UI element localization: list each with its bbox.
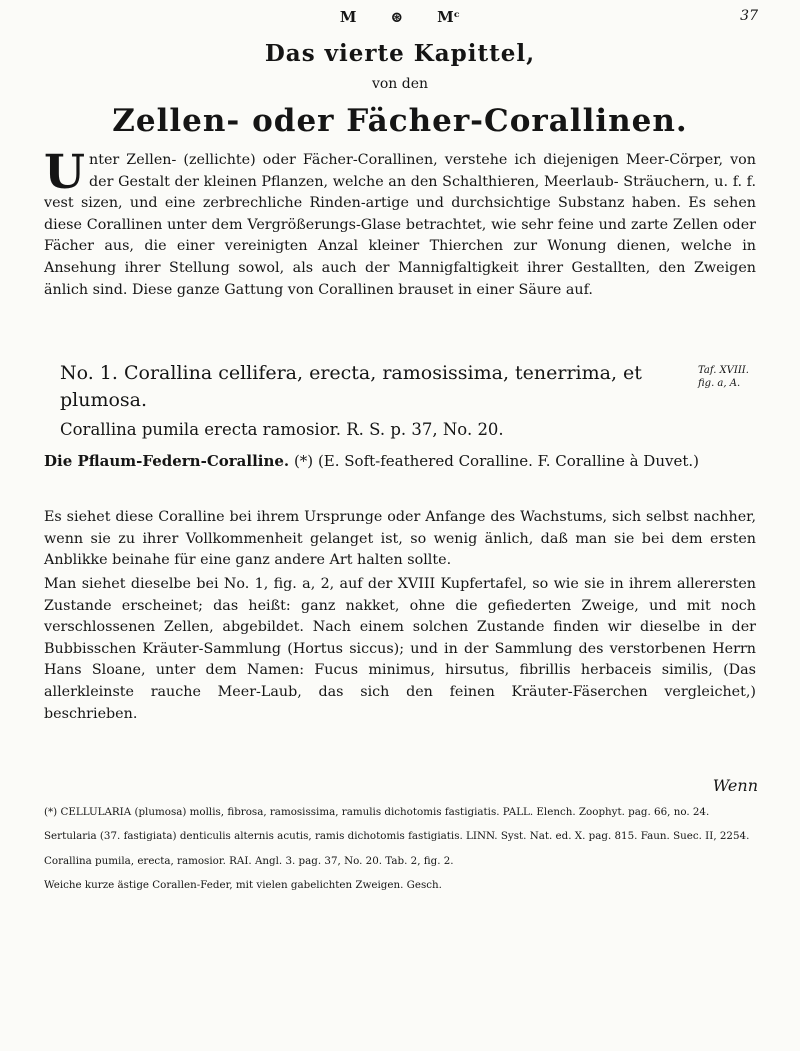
intro-paragraph bbox=[44, 145, 756, 301]
footnote-2: Sertularia (37. fastigiata) denticulis alternis acutis, ramis dichotomis fastigiatis. LINN. Syst. Nat. ed. X. pag. 815. Faun. Suec. II, 2254. bbox=[44, 830, 750, 843]
synonym-line: Corallina pumila erecta ramosior. R. S. p. 37, No. 20. bbox=[60, 420, 504, 439]
plate-reference bbox=[698, 364, 784, 390]
chapter-subtitle: von den bbox=[371, 76, 429, 92]
figure-number: fig. a, A. bbox=[698, 378, 741, 389]
paragraph-2: Es siehet diese Coralline bei ihrem Ursprunge oder Anfange des Wachstums, sich selbst nachher, wenn sie zu ihrer Vollkommenheit gelanget ist, so wenig änlich, daß man sie bei dem ersten Anblikke beinahe für eine ganz andere Art halten sollte. bbox=[44, 509, 756, 569]
footnote-1: (*) CELLULARIA (plumosa) mollis, fibrosa, ramosissima, ramulis dichotomis fastigiatis. PALL. Elench. Zoophyt. pag. 66, no. 24. bbox=[44, 806, 710, 818]
header-ornaments bbox=[0, 8, 800, 26]
chapter-title: Das vierte Kapittel, bbox=[264, 40, 536, 67]
foreign-names: (E. Soft-feathered Coralline. F. Coralline à Duvet.) bbox=[317, 452, 699, 470]
drop-cap: U bbox=[44, 145, 85, 200]
ornament-center: ⊛ bbox=[390, 8, 404, 26]
section-title: Zellen- oder Fächer-Corallinen. bbox=[112, 103, 688, 139]
footnote-3: Corallina pumila, erecta, ramosior. RAI. Angl. 3. pag. 37, No. 20. Tab. 2, fig. 2. bbox=[44, 854, 454, 867]
intro-text: nter Zellen- (zellichte) oder Fächer-Corallinen, verstehe ich diejenigen Meer-Cörper, von der Gestalt der kleinen Pflanzen, welche an den Schalthieren, Meerlaub- Sträuchern, u. f. f. vest sizen, und eine zerbrechliche Rinden-artige und durchsichtige Substanz haben. Es sehen diese Corallinen unter dem Vergrößerungs-Glase betrachtet, wie sehr feine und zarte Zellen oder Fächer aus, die einer vereinigten Anzal kleiner Thierchen zur Wonung dienen, welche in Ansehung ihrer Stellung sowol, als auch der Mannigfaltigkeit ihrer Gestallten, den Zweigen änlich sind. Diese ganze Gattung von Corallinen brauset in einer Säure auf. bbox=[44, 152, 756, 298]
page-number: 37 bbox=[740, 8, 758, 24]
footnote-marker: (*) bbox=[293, 452, 314, 470]
plate-number: Taf. XVIII. bbox=[698, 365, 749, 376]
german-name: Die Pflaum-Federn-Coralline. bbox=[44, 452, 290, 470]
footnote-4: Weiche kurze ästige Corallen-Feder, mit vielen gabelichten Zweigen. Gesch. bbox=[44, 879, 442, 892]
footnotes bbox=[44, 805, 760, 903]
ornament-left: M bbox=[339, 8, 357, 26]
common-name-line bbox=[44, 450, 756, 472]
species-heading bbox=[60, 360, 710, 414]
species-name: Corallina cellifera, erecta, ramosissima, tenerrima, et plumosa. bbox=[60, 362, 642, 411]
catchword: Wenn bbox=[712, 776, 758, 795]
species-number: No. 1. bbox=[60, 362, 118, 384]
paragraph-3: Man siehet dieselbe bei No. 1, fig. a, 2, auf der XVIII Kupfertafel, so wie sie in ihrem allerersten Zustande erscheinet; das heißt: ganz nakket, ohne die gefiederten Zweige, und mit noch verschlossenen Zellen, abgebildet. Nach einem solchen Zustande finden wir dieselbe in der Bubbisschen Kräuter-Sammlung (Hortus siccus); und in der Sammlung des verstorbenen Herrn Hans Sloane, unter dem Namen: Fucus minimus, hirsutus, fibrillis herbaceis similis, (Das allerkleinste rauche Meer-Laub, das sich den feinen Kräuter-Fäserchen vergleichet,) beschrieben. bbox=[44, 576, 756, 722]
ornament-right: Mᶜ bbox=[437, 8, 461, 26]
